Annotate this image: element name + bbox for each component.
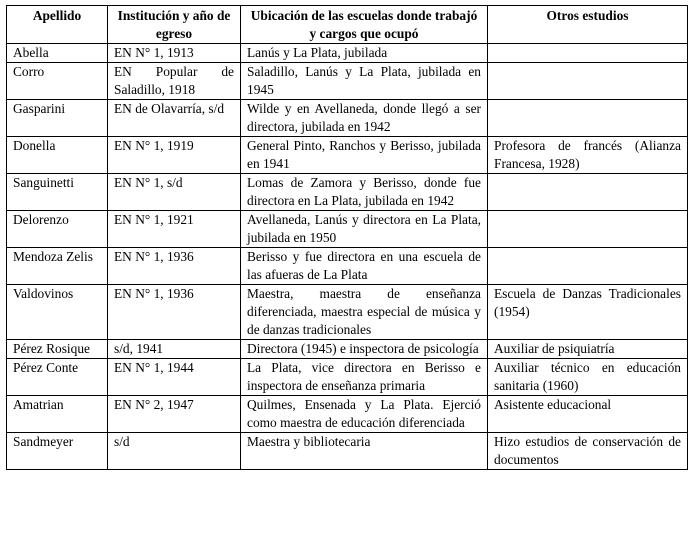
cell-otros-estudios: Escuela de Danzas Tradicionales (1954): [488, 285, 688, 340]
cell-ubicacion: Wilde y en Avellaneda, donde llegó a ser directora, jubilada en 1942: [241, 100, 488, 137]
cell-otros-estudios: Auxiliar técnico en educación sanitaria (1960): [488, 359, 688, 396]
header-otros-estudios: Otros estudios: [488, 6, 688, 44]
table-row: [7, 433, 688, 470]
cell-ubicacion: Saladillo, Lanús y La Plata, jubilada en 1945: [241, 63, 488, 100]
cell-apellido: Abella: [7, 44, 108, 63]
table-row: [7, 340, 688, 359]
cell-otros-estudios: [488, 174, 688, 211]
cell-institucion: EN N° 1, 1936: [108, 285, 241, 340]
cell-apellido: Valdovinos: [7, 285, 108, 340]
table-row: [7, 396, 688, 433]
header-row: [7, 6, 688, 44]
cell-apellido: Pérez Conte: [7, 359, 108, 396]
cell-otros-estudios: [488, 248, 688, 285]
cell-institucion: EN N° 1, s/d: [108, 174, 241, 211]
cell-institucion: EN Popular de Saladillo, 1918: [108, 63, 241, 100]
cell-institucion: EN N° 1, 1919: [108, 137, 241, 174]
table-row: [7, 174, 688, 211]
cell-apellido: Pérez Rosique: [7, 340, 108, 359]
table-row: [7, 211, 688, 248]
cell-institucion: EN de Olavarría, s/d: [108, 100, 241, 137]
header-institucion: Institución y año de egreso: [108, 6, 241, 44]
cell-otros-estudios: [488, 63, 688, 100]
cell-ubicacion: Lomas de Zamora y Berisso, donde fue directora en La Plata, jubilada en 1942: [241, 174, 488, 211]
table-row: [7, 63, 688, 100]
table-row: [7, 285, 688, 340]
cell-ubicacion: Berisso y fue directora en una escuela de las afueras de La Plata: [241, 248, 488, 285]
cell-apellido: Mendoza Zelis: [7, 248, 108, 285]
cell-apellido: Delorenzo: [7, 211, 108, 248]
cell-ubicacion: La Plata, vice directora en Berisso e inspectora de enseñanza primaria: [241, 359, 488, 396]
table-row: [7, 359, 688, 396]
cell-otros-estudios: Hizo estudios de conservación de documentos: [488, 433, 688, 470]
table-row: [7, 137, 688, 174]
cell-otros-estudios: [488, 100, 688, 137]
table-header: [7, 6, 688, 44]
header-ubicacion: Ubicación de las escuelas donde trabajó y cargos que ocupó: [241, 6, 488, 44]
cell-institucion: EN N° 1, 1913: [108, 44, 241, 63]
cell-ubicacion: Quilmes, Ensenada y La Plata. Ejerció como maestra de educación diferenciada: [241, 396, 488, 433]
cell-otros-estudios: [488, 44, 688, 63]
cell-apellido: Donella: [7, 137, 108, 174]
cell-apellido: Sandmeyer: [7, 433, 108, 470]
cell-ubicacion: Lanús y La Plata, jubilada: [241, 44, 488, 63]
cell-ubicacion: General Pinto, Ranchos y Berisso, jubilada en 1941: [241, 137, 488, 174]
cell-ubicacion: Maestra y bibliotecaria: [241, 433, 488, 470]
cell-ubicacion: Maestra, maestra de enseñanza diferenciada, maestra especial de música y de danzas tradicionales: [241, 285, 488, 340]
table-body: [7, 44, 688, 470]
table-row: [7, 100, 688, 137]
cell-otros-estudios: Asistente educacional: [488, 396, 688, 433]
cell-institucion: EN N° 1, 1936: [108, 248, 241, 285]
cell-institucion: EN N° 1, 1944: [108, 359, 241, 396]
cell-otros-estudios: Profesora de francés (Alianza Francesa, 1928): [488, 137, 688, 174]
cell-apellido: Amatrian: [7, 396, 108, 433]
cell-institucion: EN N° 1, 1921: [108, 211, 241, 248]
cell-ubicacion: Directora (1945) e inspectora de psicología: [241, 340, 488, 359]
cell-apellido: Corro: [7, 63, 108, 100]
document-table-container: [6, 5, 687, 470]
cell-otros-estudios: [488, 211, 688, 248]
table-row: [7, 248, 688, 285]
cell-institucion: s/d, 1941: [108, 340, 241, 359]
teachers-table: [6, 5, 688, 470]
cell-institucion: s/d: [108, 433, 241, 470]
cell-ubicacion: Avellaneda, Lanús y directora en La Plata, jubilada en 1950: [241, 211, 488, 248]
cell-otros-estudios: Auxiliar de psiquiatría: [488, 340, 688, 359]
cell-apellido: Gasparini: [7, 100, 108, 137]
cell-institucion: EN N° 2, 1947: [108, 396, 241, 433]
cell-apellido: Sanguinetti: [7, 174, 108, 211]
header-apellido: Apellido: [7, 6, 108, 44]
table-row: [7, 44, 688, 63]
